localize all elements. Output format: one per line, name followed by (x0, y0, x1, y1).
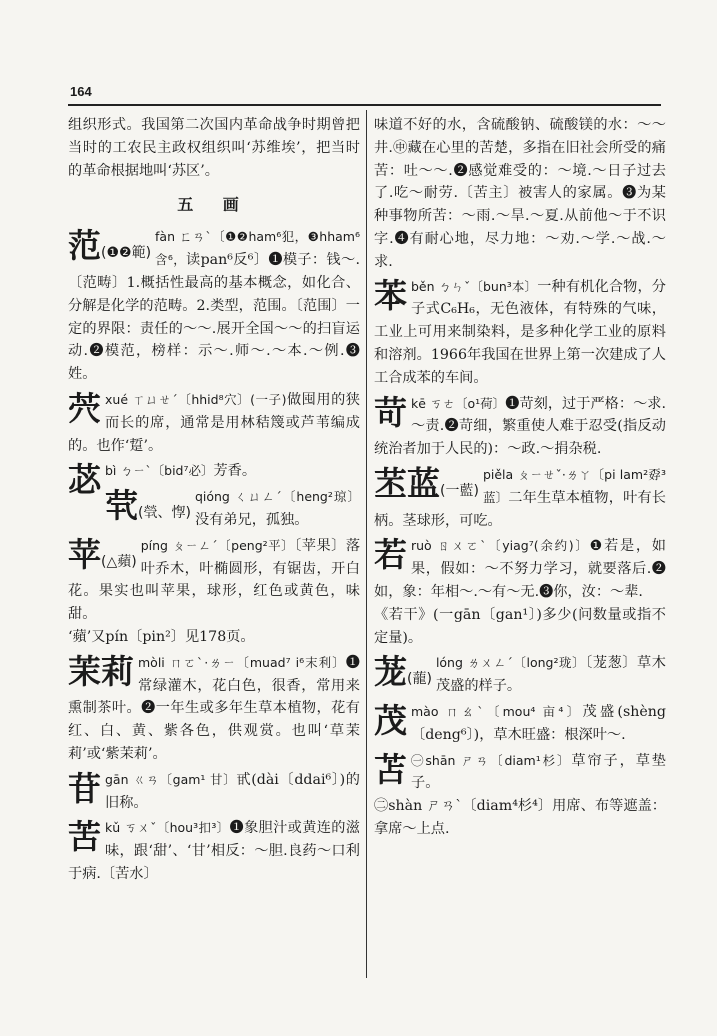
dictionary-entry (374, 393, 666, 461)
pronunciation: ruò ㄖㄨㄛˋ〔yiag⁷(余约)〕 (411, 538, 590, 554)
headword-text: 苾 (68, 460, 101, 500)
entry-body (68, 652, 360, 766)
left-column (68, 114, 360, 984)
entry-body (68, 535, 360, 626)
definition: 一种有机化合物，分子式C₆H₆，无色液体，有特殊的气味，工业上可用来制染料，是多种化学工业的原料和溶剂。1966年我国在世界上第一次建成了人工合成苯的车间。 (374, 278, 666, 386)
entry-body (374, 750, 666, 796)
definition: 茂盛(shèng〔deng⁶〕)，草木旺盛：根深叶～. (411, 703, 666, 743)
dictionary-entry (374, 701, 666, 747)
dictionary-entry (374, 750, 666, 841)
headword-text: 茕 (105, 486, 138, 526)
headword (68, 462, 101, 498)
headword (374, 537, 407, 573)
headword-text: 苦 (68, 817, 101, 857)
headword (374, 275, 407, 315)
definition: 读pan⁶反⁶〕❶模子：钱～.〔范畴〕1.概括性最高的基本概念，如化合、分解是化学的范畴。2.类型，范围。〔范围〕一定的界限：责任的～～.展开全国～～的扫盲运动.❷模范，榜样：示～.师～.～本.～例.❸姓。 (68, 252, 360, 383)
dictionary-entry (68, 817, 360, 885)
headword-text: 茓 (68, 388, 101, 428)
entry-note: ‘蘋’又pín〔pin²〕见178页。 (68, 628, 255, 645)
headword-text: 若 (374, 535, 407, 575)
continuation-text: 味道不好的水，含硫酸钠、硫酸镁的水：～～井.㊥藏在心里的苦楚，多指在旧社会所受的痛苦：吐～～.❷感觉难受的：～境.～日子过去了.吃～耐劳.〔苦主〕被害人的家属。❸为某种事物所苦：～雨.～旱.～夏.从前他～于不识字.❹有耐心地，尽力地：～劝.～学.～战.～求. (374, 117, 666, 270)
entry-body (68, 769, 360, 815)
section-title: 五 画 (177, 195, 251, 215)
headword (374, 463, 479, 509)
definition: 甙(dài〔ddai⁶〕)的旧称。 (105, 771, 360, 811)
headword (374, 654, 432, 697)
entry-note: 《若干》(一gān〔gan¹〕)多少(问数量或指不定量)。 (374, 606, 666, 646)
intro-text: 组织形式。我国第二次国内革命战争时期曾把当时的工农民主政权组织叫‘苏维埃’，把当时的革命根据地叫‘苏区’。 (68, 117, 360, 179)
headword-text: 苫 (374, 749, 407, 789)
headword (374, 392, 407, 432)
headword-text: 茉莉 (68, 651, 134, 691)
headword-text: 苤蓝 (374, 463, 440, 503)
definition: ❶若是，如果，假如：～不努力学习，就要落后.❷如，象：年相～.～有～无.❸你，汝：～辈. (374, 538, 666, 600)
dictionary-entry (68, 226, 360, 386)
headword-variant: (蘢) (407, 671, 432, 688)
page-number: 164 (70, 84, 92, 99)
definition: ❶常绿灌木，花白色，很香，常用来熏制茶叶。❷一年生或多年生草本植物，花有红、白、黄、紫各色，供观赏。也叫‘草茉莉’或‘紫茉莉’。 (68, 654, 360, 762)
entry-body (68, 389, 360, 457)
entry-body (374, 393, 666, 461)
entry-note: ㊁shàn ㄕㄢˋ〔diam⁴杉⁴〕用席、布等遮盖：拿席～上点. (374, 798, 666, 837)
definition: 〔苹果〕落叶乔木，叶椭圆形，有锯齿，开白花。果实也叫苹果，球形，红色或黄色，味甜。 (68, 537, 360, 623)
dictionary-entry (374, 535, 666, 649)
pronunciation: mào ㄇㄠˋ〔mou⁴ 亩⁴〕 (411, 703, 583, 719)
entry-body (374, 535, 666, 603)
entry-body (68, 817, 360, 885)
pronunciation: lóng ㄌㄨㄥˊ〔long²珑〕 (435, 655, 586, 671)
headword-text: 范 (68, 226, 101, 266)
pronunciation: kē ㄎㄜ〔o¹荷〕 (411, 395, 506, 411)
headword (105, 488, 191, 531)
definition: 芳香。 (213, 463, 257, 480)
headword (374, 749, 407, 789)
definition: 二年生草本植物，叶有长柄。茎球形，可吃。 (374, 489, 666, 529)
headword-text: 苯 (374, 275, 407, 315)
definition: ❶苛刻，过于严格：～求.～责.❷苛细，繁重使人难于忍受(指反动统治者加于人民的)：～政.～捐杂税. (374, 395, 666, 458)
dictionary-entry (374, 276, 666, 390)
entry-body (374, 276, 666, 390)
headword-text: 苹 (68, 534, 101, 574)
dictionary-entry (68, 769, 360, 815)
headword-text: 茏 (374, 652, 407, 692)
definition: 〔茏葱〕草木茂盛的样子。 (435, 655, 666, 695)
definition: 没有弟兄，孤独。 (194, 511, 309, 528)
dictionary-entry (68, 535, 360, 649)
pronunciation: mòli ㄇㄛˋ·ㄌㄧ〔muad⁷ i⁶末利〕 (138, 654, 346, 670)
column-divider (366, 110, 367, 978)
right-column (374, 114, 666, 984)
pronunciation: běn ㄅㄣˇ〔bun³本〕 (411, 278, 538, 294)
right-entries (374, 276, 666, 841)
headword (68, 819, 101, 855)
definition: 草帘子，草垫子。 (411, 752, 666, 792)
entry-body (374, 701, 666, 747)
headword (68, 228, 151, 271)
entry-body (374, 464, 666, 532)
headword (374, 700, 407, 740)
dictionary-entry (68, 389, 360, 457)
dictionary-entry (68, 652, 360, 766)
pronunciation: bì ㄅㄧˋ〔bid⁷必〕 (105, 463, 214, 479)
pronunciation: xué ㄒㄩㄝˊ〔hhid⁸穴〕(一子) (105, 391, 287, 407)
headword-text: 苛 (374, 392, 407, 432)
entry-body (68, 226, 360, 386)
headword-variant: (煢、惸) (138, 505, 191, 522)
headword (68, 534, 137, 580)
pronunciation: gān ㄍㄢ〔gam¹ 甘〕 (105, 771, 237, 787)
dictionary-entry (374, 652, 666, 698)
entry-body (68, 486, 360, 532)
definition: 做囤用的狭而长的席，通常是用林秸篾或芦苇编成的。也作‘踅’。 (68, 391, 360, 454)
headword (68, 388, 101, 428)
pronunciation: kǔ ㄎㄨˇ〔hou³扣³〕 (105, 820, 230, 836)
headword-variant: (❶❷範) (101, 245, 152, 262)
pronunciation: píng ㄆㄧㄥˊ〔peng²平〕 (140, 537, 295, 553)
dictionary-entry (68, 486, 360, 532)
headword-variant: (一藍) (440, 482, 479, 499)
pronunciation: fàn ㄈㄢˋ〔❶❷ham⁶犯，❸hham⁶含⁶， (155, 229, 360, 268)
pronunciation: qióng ㄑㄩㄥˊ〔heng²琼〕 (194, 489, 360, 505)
pronunciation: ㊀shān ㄕㄢ〔diam¹杉〕 (411, 752, 572, 768)
headword-text: 茂 (374, 700, 407, 740)
entry-body (374, 652, 666, 698)
headword-text: 苷 (68, 768, 101, 808)
header-rule (68, 104, 661, 106)
dictionary-entry (374, 464, 666, 532)
definition: ❶象胆汁或黄连的滋味，跟‘甜’、‘甘’相反：～胆.良药～口利于病.〔苦水〕 (68, 820, 360, 882)
pronunciation: piěla ㄆㄧㄝˇ·ㄌㄚ〔pi lam²孬³蓝〕 (482, 466, 666, 505)
headword (68, 768, 101, 808)
left-entries (68, 226, 360, 885)
headword (68, 651, 134, 691)
headword-variant: (△蘋) (101, 553, 137, 570)
